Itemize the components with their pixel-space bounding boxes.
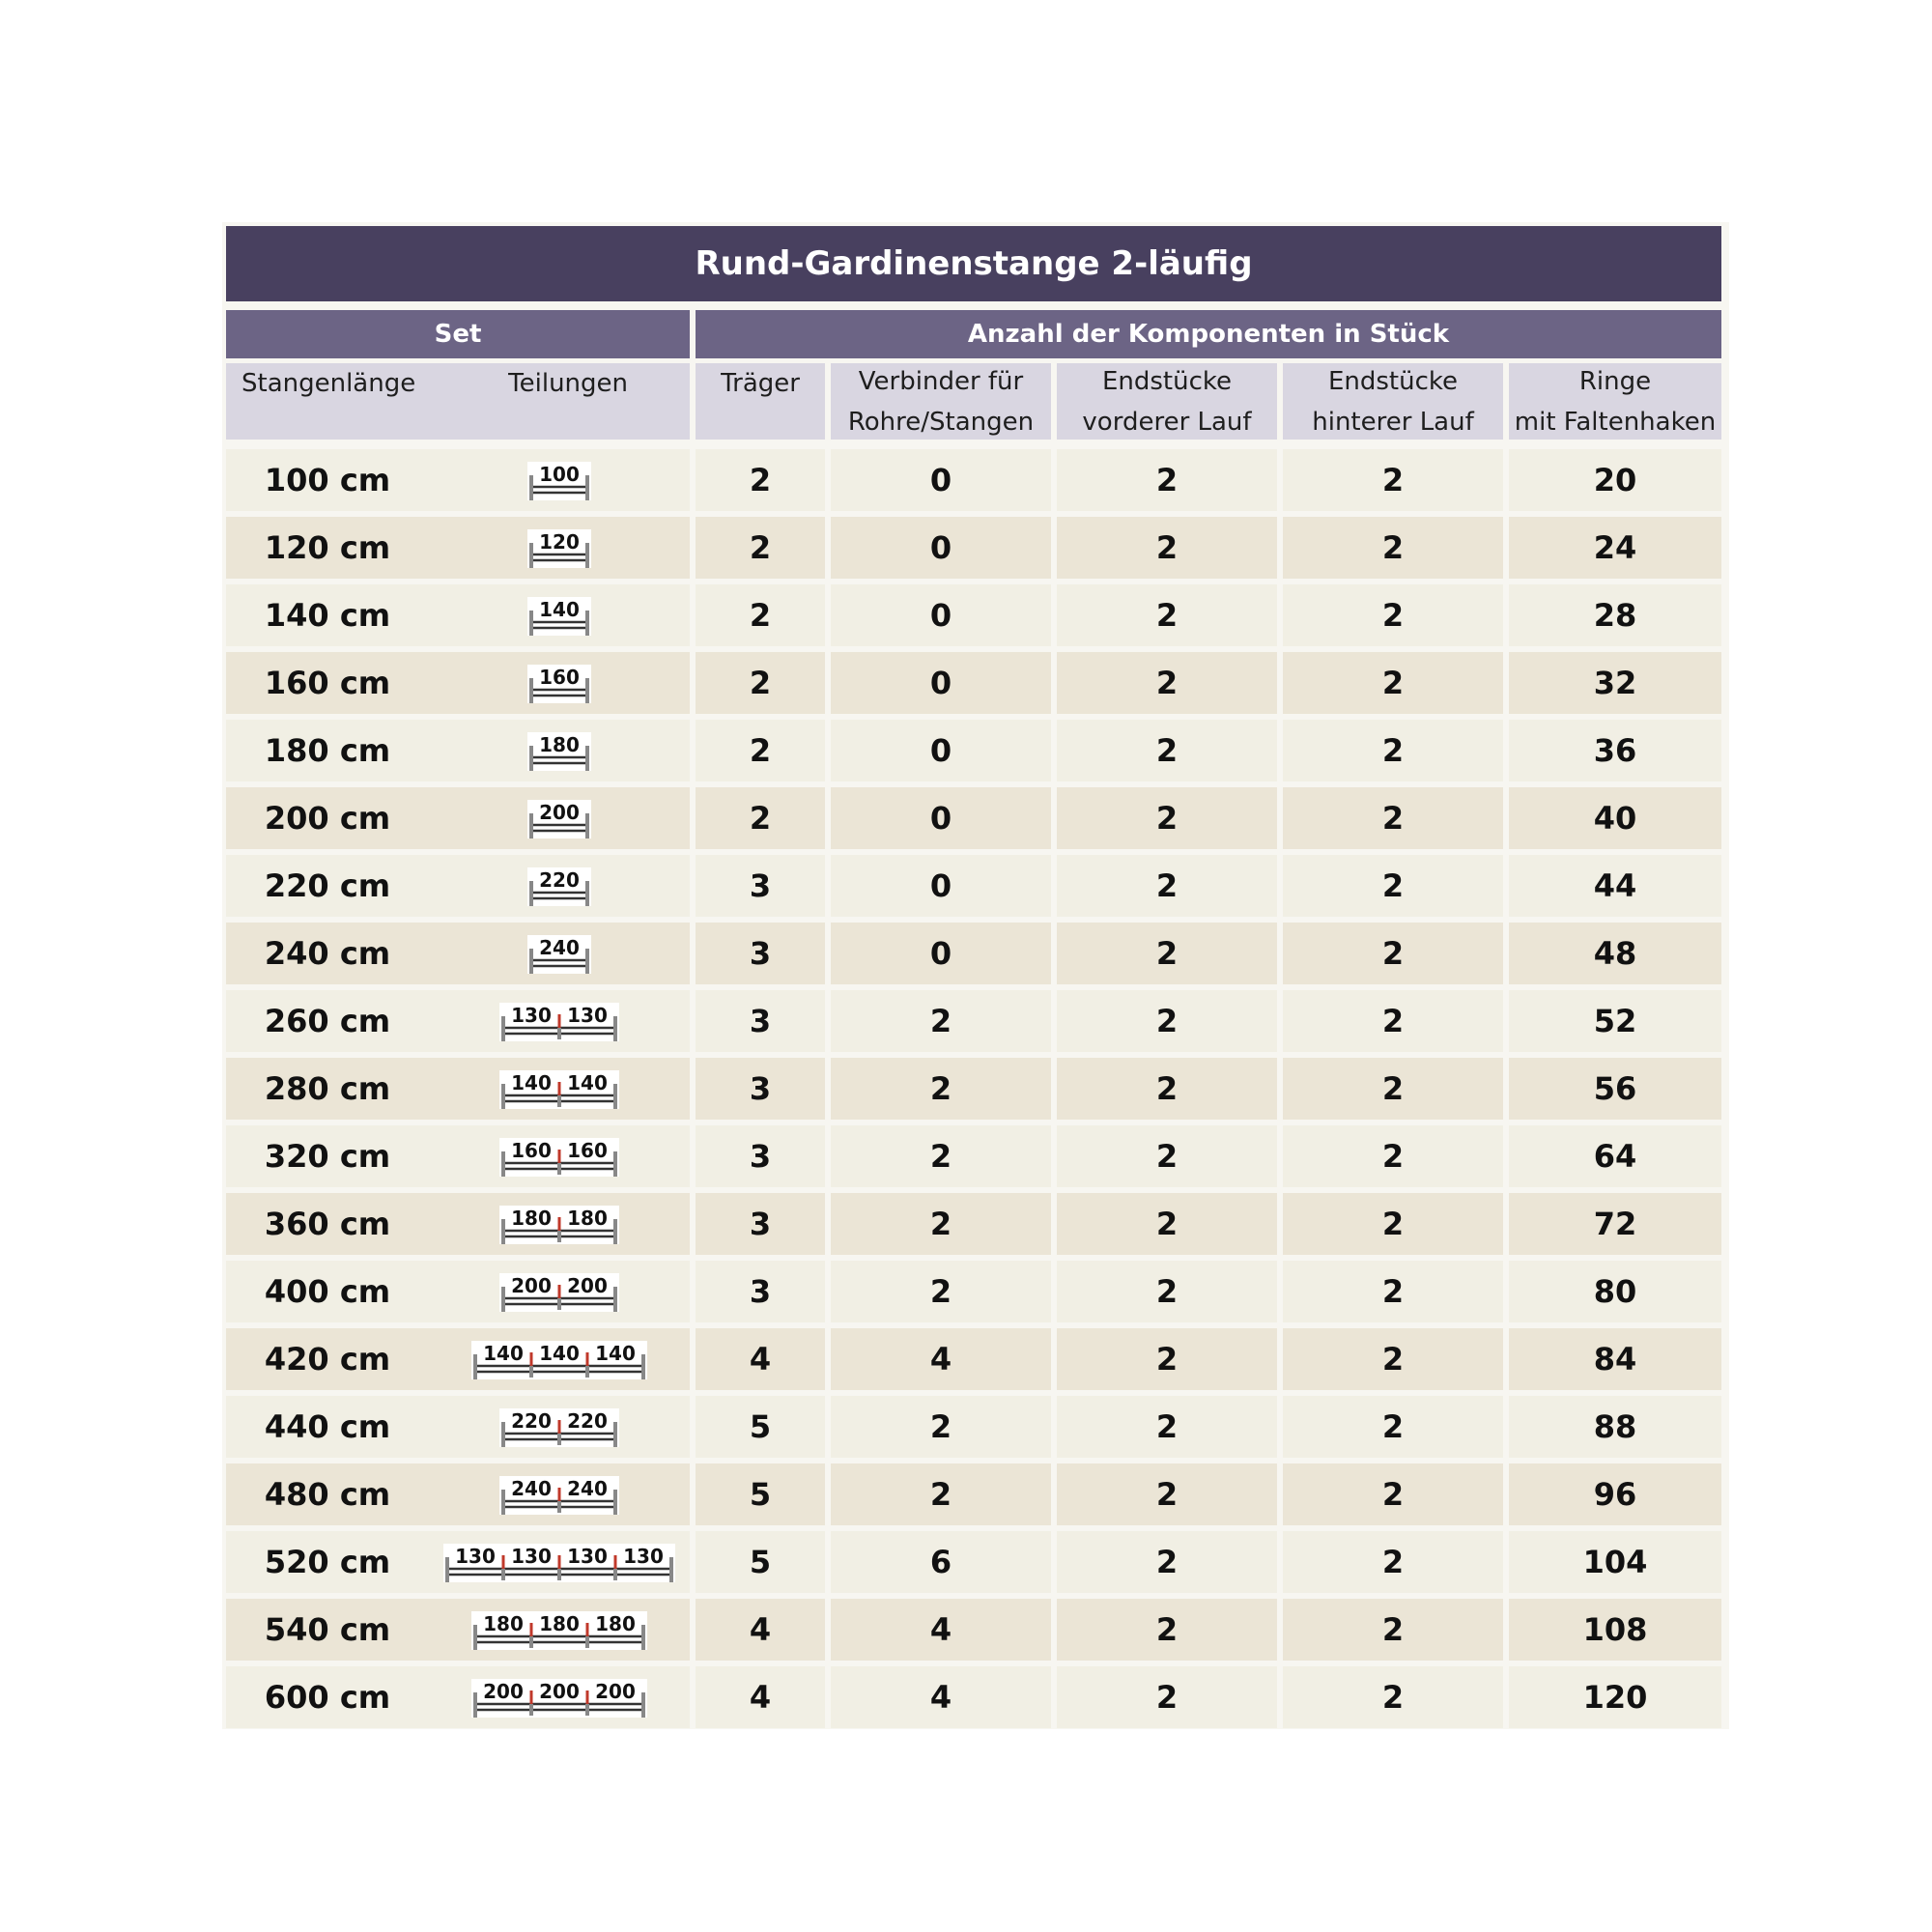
- rod-segment-length: 240: [511, 1477, 552, 1500]
- cell-teilungen: [429, 1328, 690, 1390]
- cell-endstuecke-hinten: 2: [1283, 720, 1503, 781]
- cell-verbinder: 2: [831, 990, 1051, 1052]
- cell-verbinder: 4: [831, 1599, 1051, 1661]
- rod-segment-length: 200: [567, 1274, 608, 1297]
- cell-endstuecke-vorne: 2: [1057, 1599, 1277, 1661]
- cell-ringe: 64: [1509, 1125, 1721, 1187]
- cell-traeger: 5: [696, 1463, 825, 1525]
- header-endstuecke-hinten: [1283, 363, 1503, 440]
- rod-segment-length: 130: [511, 1545, 552, 1568]
- cell-stangenlaenge: 160 cm: [226, 652, 429, 714]
- rod-segment-length: 160: [511, 1139, 552, 1162]
- cell-endstuecke-vorne: 2: [1057, 584, 1277, 646]
- cell-teilungen: [429, 990, 690, 1052]
- cell-teilungen: [429, 517, 690, 579]
- cell-verbinder: 2: [831, 1193, 1051, 1255]
- rod-end-bracket: [613, 1151, 617, 1177]
- rod-connector: [586, 1690, 589, 1704]
- rod-segment-length: 240: [539, 936, 580, 959]
- header-hinten-line1: Endstücke: [1327, 366, 1459, 396]
- rod-connector: [502, 1555, 505, 1569]
- cell-endstuecke-vorne: 2: [1057, 1193, 1277, 1255]
- rod-segment-length: 140: [511, 1071, 552, 1094]
- rod-end-bracket: [501, 1016, 505, 1041]
- cell-endstuecke-hinten: 2: [1283, 1531, 1503, 1593]
- component-table: [222, 222, 1729, 1729]
- rod-support: [557, 1501, 561, 1513]
- rod-segment-length: 130: [455, 1545, 496, 1568]
- cell-traeger: 4: [696, 1666, 825, 1728]
- rod-connector: [558, 1420, 561, 1434]
- cell-ringe: 48: [1509, 923, 1721, 984]
- cell-stangenlaenge: 440 cm: [226, 1396, 429, 1458]
- cell-stangenlaenge: 140 cm: [226, 584, 429, 646]
- cell-stangenlaenge: 200 cm: [226, 787, 429, 849]
- rod-end-bracket: [529, 678, 533, 703]
- rod-segment-length: 180: [539, 733, 580, 756]
- cell-endstuecke-vorne: 2: [1057, 1328, 1277, 1390]
- cell-endstuecke-vorne: 2: [1057, 1396, 1277, 1458]
- rod-connector: [558, 1150, 561, 1163]
- rod-end-bracket: [613, 1219, 617, 1244]
- header-traeger: [696, 363, 825, 440]
- rod-end-bracket: [529, 881, 533, 906]
- cell-ringe: 104: [1509, 1531, 1721, 1593]
- rod-segment-length: 140: [483, 1342, 524, 1365]
- rod-end-bracket: [529, 949, 533, 974]
- rod-connector: [530, 1623, 533, 1636]
- cell-teilungen: [429, 1058, 690, 1120]
- cell-verbinder: 4: [831, 1328, 1051, 1390]
- rod-end-bracket: [585, 746, 589, 771]
- rod-segment-length: 140: [595, 1342, 636, 1365]
- rod-segment-length: 130: [511, 1004, 552, 1027]
- cell-stangenlaenge: 520 cm: [226, 1531, 429, 1593]
- cell-ringe: 20: [1509, 449, 1721, 511]
- cell-stangenlaenge: 420 cm: [226, 1328, 429, 1390]
- rod-segment-length: 100: [539, 463, 580, 486]
- rod-segment-length: 160: [539, 666, 580, 689]
- rod-diagram: [497, 1405, 621, 1449]
- header-verbinder: [831, 363, 1051, 440]
- cell-endstuecke-vorne: 2: [1057, 1463, 1277, 1525]
- cell-teilungen: [429, 1463, 690, 1525]
- cell-traeger: 3: [696, 1058, 825, 1120]
- header-stangenlaenge: Stangenlänge: [242, 369, 416, 398]
- rod-end-bracket: [585, 813, 589, 838]
- rod-end-bracket: [501, 1287, 505, 1312]
- rod-segment-length: 200: [595, 1680, 636, 1703]
- cell-traeger: 3: [696, 1261, 825, 1322]
- rod-segment-length: 180: [567, 1207, 608, 1230]
- cell-stangenlaenge: 100 cm: [226, 449, 429, 511]
- rod-end-bracket: [613, 1490, 617, 1515]
- rod-support: [557, 1028, 561, 1039]
- rod-end-bracket: [529, 813, 533, 838]
- cell-endstuecke-vorne: 2: [1057, 449, 1277, 511]
- rod-end-bracket: [613, 1287, 617, 1312]
- rod-segment-length: 120: [539, 530, 580, 554]
- rod-segment-length: 160: [567, 1139, 608, 1162]
- rod-end-bracket: [529, 611, 533, 636]
- cell-teilungen: [429, 1261, 690, 1322]
- cell-endstuecke-hinten: 2: [1283, 1463, 1503, 1525]
- cell-endstuecke-vorne: 2: [1057, 652, 1277, 714]
- rod-end-bracket: [641, 1692, 645, 1718]
- rod-end-bracket: [641, 1625, 645, 1650]
- cell-teilungen: [429, 1125, 690, 1187]
- header-endstuecke-vorne: [1057, 363, 1277, 440]
- cell-endstuecke-hinten: 2: [1283, 1058, 1503, 1120]
- cell-traeger: 5: [696, 1531, 825, 1593]
- cell-ringe: 96: [1509, 1463, 1721, 1525]
- cell-endstuecke-vorne: 2: [1057, 923, 1277, 984]
- cell-traeger: 3: [696, 990, 825, 1052]
- cell-verbinder: 0: [831, 855, 1051, 917]
- rod-segment-length: 180: [539, 1612, 580, 1635]
- rod-end-bracket: [445, 1557, 449, 1582]
- cell-stangenlaenge: 480 cm: [226, 1463, 429, 1525]
- rod-connector: [558, 1014, 561, 1028]
- cell-traeger: 4: [696, 1328, 825, 1390]
- cell-ringe: 88: [1509, 1396, 1721, 1458]
- rod-support: [557, 1298, 561, 1310]
- rod-connector: [558, 1488, 561, 1501]
- rod-support: [585, 1704, 589, 1716]
- cell-traeger: 2: [696, 449, 825, 511]
- cell-stangenlaenge: 120 cm: [226, 517, 429, 579]
- rod-end-bracket: [585, 611, 589, 636]
- cell-endstuecke-vorne: 2: [1057, 787, 1277, 849]
- rod-segment-length: 220: [567, 1409, 608, 1433]
- rod-segment-length: 200: [483, 1680, 524, 1703]
- cell-ringe: 120: [1509, 1666, 1721, 1728]
- cell-endstuecke-hinten: 2: [1283, 652, 1503, 714]
- rod-connector: [586, 1623, 589, 1636]
- rod-end-bracket: [473, 1692, 477, 1718]
- rod-connector: [614, 1555, 617, 1569]
- rod-support: [557, 1569, 561, 1580]
- cell-ringe: 72: [1509, 1193, 1721, 1255]
- cell-endstuecke-hinten: 2: [1283, 1599, 1503, 1661]
- cell-endstuecke-hinten: 2: [1283, 1666, 1503, 1728]
- cell-ringe: 52: [1509, 990, 1721, 1052]
- group-header-components: Anzahl der Komponenten in Stück: [696, 310, 1721, 358]
- rod-support: [529, 1636, 533, 1648]
- cell-stangenlaenge: 320 cm: [226, 1125, 429, 1187]
- rod-diagram: [497, 1066, 621, 1111]
- cell-traeger: 3: [696, 923, 825, 984]
- rod-segment-length: 180: [595, 1612, 636, 1635]
- rod-end-bracket: [501, 1219, 505, 1244]
- cell-verbinder: 2: [831, 1058, 1051, 1120]
- cell-ringe: 40: [1509, 787, 1721, 849]
- header-ringe: [1509, 363, 1721, 440]
- cell-endstuecke-vorne: 2: [1057, 1531, 1277, 1593]
- cell-endstuecke-hinten: 2: [1283, 1193, 1503, 1255]
- rod-end-bracket: [585, 543, 589, 568]
- cell-verbinder: 0: [831, 720, 1051, 781]
- rod-segment-length: 200: [511, 1274, 552, 1297]
- rod-diagram: [526, 661, 593, 705]
- cell-teilungen: [429, 1193, 690, 1255]
- rod-end-bracket: [585, 678, 589, 703]
- rod-support: [613, 1569, 617, 1580]
- rod-segment-length: 140: [539, 1342, 580, 1365]
- rod-end-bracket: [529, 475, 533, 500]
- cell-verbinder: 6: [831, 1531, 1051, 1593]
- cell-teilungen: [429, 449, 690, 511]
- header-teilungen: Teilungen: [508, 369, 628, 398]
- rod-segment-length: 130: [623, 1545, 664, 1568]
- rod-connector: [586, 1352, 589, 1366]
- cell-teilungen: [429, 787, 690, 849]
- cell-traeger: 4: [696, 1599, 825, 1661]
- cell-ringe: 80: [1509, 1261, 1721, 1322]
- header-hinten-line2: hinterer Lauf: [1312, 407, 1474, 437]
- cell-endstuecke-vorne: 2: [1057, 1261, 1277, 1322]
- rod-connector: [558, 1217, 561, 1231]
- rod-end-bracket: [669, 1557, 673, 1582]
- rod-diagram: [441, 1540, 677, 1584]
- cell-teilungen: [429, 923, 690, 984]
- rod-diagram: [469, 1337, 649, 1381]
- cell-endstuecke-vorne: 2: [1057, 1125, 1277, 1187]
- rod-end-bracket: [641, 1354, 645, 1379]
- rod-diagram: [526, 796, 593, 840]
- rod-segment-length: 130: [567, 1545, 608, 1568]
- rod-segment-length: 220: [539, 868, 580, 892]
- rod-support: [585, 1366, 589, 1378]
- rod-diagram: [526, 526, 593, 570]
- cell-traeger: 2: [696, 787, 825, 849]
- rod-diagram: [497, 1134, 621, 1179]
- rod-diagram: [526, 864, 593, 908]
- rod-diagram: [526, 931, 593, 976]
- cell-endstuecke-vorne: 2: [1057, 1666, 1277, 1728]
- header-traeger-label: Träger: [721, 369, 800, 398]
- cell-stangenlaenge: 220 cm: [226, 855, 429, 917]
- cell-endstuecke-hinten: 2: [1283, 1328, 1503, 1390]
- header-verbinder-line2: Rohre/Stangen: [847, 407, 1035, 437]
- cell-verbinder: 0: [831, 923, 1051, 984]
- rod-end-bracket: [613, 1084, 617, 1109]
- cell-endstuecke-hinten: 2: [1283, 787, 1503, 849]
- header-ringe-line1: Ringe: [1578, 366, 1652, 396]
- cell-endstuecke-vorne: 2: [1057, 990, 1277, 1052]
- group-header-set: Set: [226, 310, 690, 358]
- rod-segment-length: 130: [567, 1004, 608, 1027]
- rod-connector: [558, 1082, 561, 1095]
- rod-diagram: [497, 1472, 621, 1517]
- rod-connector: [558, 1285, 561, 1298]
- cell-ringe: 36: [1509, 720, 1721, 781]
- rod-end-bracket: [613, 1016, 617, 1041]
- cell-traeger: 2: [696, 584, 825, 646]
- cell-endstuecke-hinten: 2: [1283, 584, 1503, 646]
- rod-diagram: [526, 458, 593, 502]
- header-vorne-line2: vorderer Lauf: [1082, 407, 1252, 437]
- rod-segment-length: 180: [483, 1612, 524, 1635]
- rod-diagram: [526, 593, 593, 638]
- rod-end-bracket: [473, 1354, 477, 1379]
- rod-support: [557, 1231, 561, 1242]
- cell-endstuecke-hinten: 2: [1283, 855, 1503, 917]
- rod-end-bracket: [473, 1625, 477, 1650]
- rod-end-bracket: [585, 475, 589, 500]
- rod-connector: [530, 1352, 533, 1366]
- rod-segment-length: 180: [511, 1207, 552, 1230]
- cell-teilungen: [429, 855, 690, 917]
- cell-stangenlaenge: 260 cm: [226, 990, 429, 1052]
- rod-end-bracket: [501, 1084, 505, 1109]
- rod-end-bracket: [613, 1422, 617, 1447]
- cell-ringe: 28: [1509, 584, 1721, 646]
- rod-diagram: [497, 1202, 621, 1246]
- cell-stangenlaenge: 600 cm: [226, 1666, 429, 1728]
- cell-ringe: 56: [1509, 1058, 1721, 1120]
- cell-stangenlaenge: 540 cm: [226, 1599, 429, 1661]
- rod-support: [585, 1636, 589, 1648]
- rod-end-bracket: [585, 881, 589, 906]
- cell-endstuecke-hinten: 2: [1283, 1261, 1503, 1322]
- cell-verbinder: 0: [831, 449, 1051, 511]
- rod-diagram: [469, 1607, 649, 1652]
- cell-traeger: 3: [696, 1125, 825, 1187]
- table-title: Rund-Gardinenstange 2-läufig: [226, 226, 1721, 301]
- cell-stangenlaenge: 360 cm: [226, 1193, 429, 1255]
- rod-end-bracket: [585, 949, 589, 974]
- cell-verbinder: 2: [831, 1463, 1051, 1525]
- cell-ringe: 32: [1509, 652, 1721, 714]
- rod-support: [501, 1569, 505, 1580]
- cell-teilungen: [429, 652, 690, 714]
- header-set-columns: [226, 363, 690, 440]
- cell-ringe: 84: [1509, 1328, 1721, 1390]
- header-vorne-line1: Endstücke: [1101, 366, 1233, 396]
- rod-end-bracket: [501, 1422, 505, 1447]
- cell-traeger: 2: [696, 517, 825, 579]
- cell-endstuecke-vorne: 2: [1057, 855, 1277, 917]
- cell-teilungen: [429, 1531, 690, 1593]
- rod-end-bracket: [501, 1490, 505, 1515]
- cell-endstuecke-hinten: 2: [1283, 1125, 1503, 1187]
- cell-verbinder: 2: [831, 1396, 1051, 1458]
- cell-verbinder: 2: [831, 1261, 1051, 1322]
- rod-support: [557, 1095, 561, 1107]
- rod-diagram: [526, 728, 593, 773]
- cell-teilungen: [429, 720, 690, 781]
- cell-stangenlaenge: 240 cm: [226, 923, 429, 984]
- cell-verbinder: 2: [831, 1125, 1051, 1187]
- rod-end-bracket: [529, 543, 533, 568]
- cell-verbinder: 4: [831, 1666, 1051, 1728]
- rod-segment-length: 140: [567, 1071, 608, 1094]
- rod-segment-length: 200: [539, 801, 580, 824]
- rod-diagram: [497, 999, 621, 1043]
- cell-teilungen: [429, 584, 690, 646]
- cell-endstuecke-vorne: 2: [1057, 1058, 1277, 1120]
- rod-segment-length: 240: [567, 1477, 608, 1500]
- cell-endstuecke-vorne: 2: [1057, 720, 1277, 781]
- rod-segment-length: 140: [539, 598, 580, 621]
- cell-stangenlaenge: 180 cm: [226, 720, 429, 781]
- cell-traeger: 5: [696, 1396, 825, 1458]
- rod-diagram: [497, 1269, 621, 1314]
- cell-teilungen: [429, 1599, 690, 1661]
- cell-verbinder: 0: [831, 517, 1051, 579]
- rod-connector: [530, 1690, 533, 1704]
- cell-stangenlaenge: 280 cm: [226, 1058, 429, 1120]
- cell-verbinder: 0: [831, 652, 1051, 714]
- rod-end-bracket: [529, 746, 533, 771]
- cell-verbinder: 0: [831, 584, 1051, 646]
- header-verbinder-line1: Verbinder für: [858, 366, 1024, 396]
- cell-teilungen: [429, 1396, 690, 1458]
- header-ringe-line2: mit Faltenhaken: [1514, 407, 1717, 437]
- cell-teilungen: [429, 1666, 690, 1728]
- cell-endstuecke-vorne: 2: [1057, 517, 1277, 579]
- cell-traeger: 2: [696, 720, 825, 781]
- rod-support: [529, 1366, 533, 1378]
- rod-segment-length: 220: [511, 1409, 552, 1433]
- rod-end-bracket: [501, 1151, 505, 1177]
- cell-stangenlaenge: 400 cm: [226, 1261, 429, 1322]
- cell-traeger: 3: [696, 855, 825, 917]
- rod-segment-length: 200: [539, 1680, 580, 1703]
- cell-traeger: 2: [696, 652, 825, 714]
- cell-endstuecke-hinten: 2: [1283, 517, 1503, 579]
- cell-endstuecke-hinten: 2: [1283, 923, 1503, 984]
- cell-ringe: 24: [1509, 517, 1721, 579]
- cell-endstuecke-hinten: 2: [1283, 990, 1503, 1052]
- cell-ringe: 108: [1509, 1599, 1721, 1661]
- cell-verbinder: 0: [831, 787, 1051, 849]
- cell-endstuecke-hinten: 2: [1283, 1396, 1503, 1458]
- rod-support: [557, 1163, 561, 1175]
- rod-support: [529, 1704, 533, 1716]
- cell-endstuecke-hinten: 2: [1283, 449, 1503, 511]
- rod-connector: [558, 1555, 561, 1569]
- rod-diagram: [469, 1675, 649, 1719]
- rod-support: [557, 1434, 561, 1445]
- cell-ringe: 44: [1509, 855, 1721, 917]
- cell-traeger: 3: [696, 1193, 825, 1255]
